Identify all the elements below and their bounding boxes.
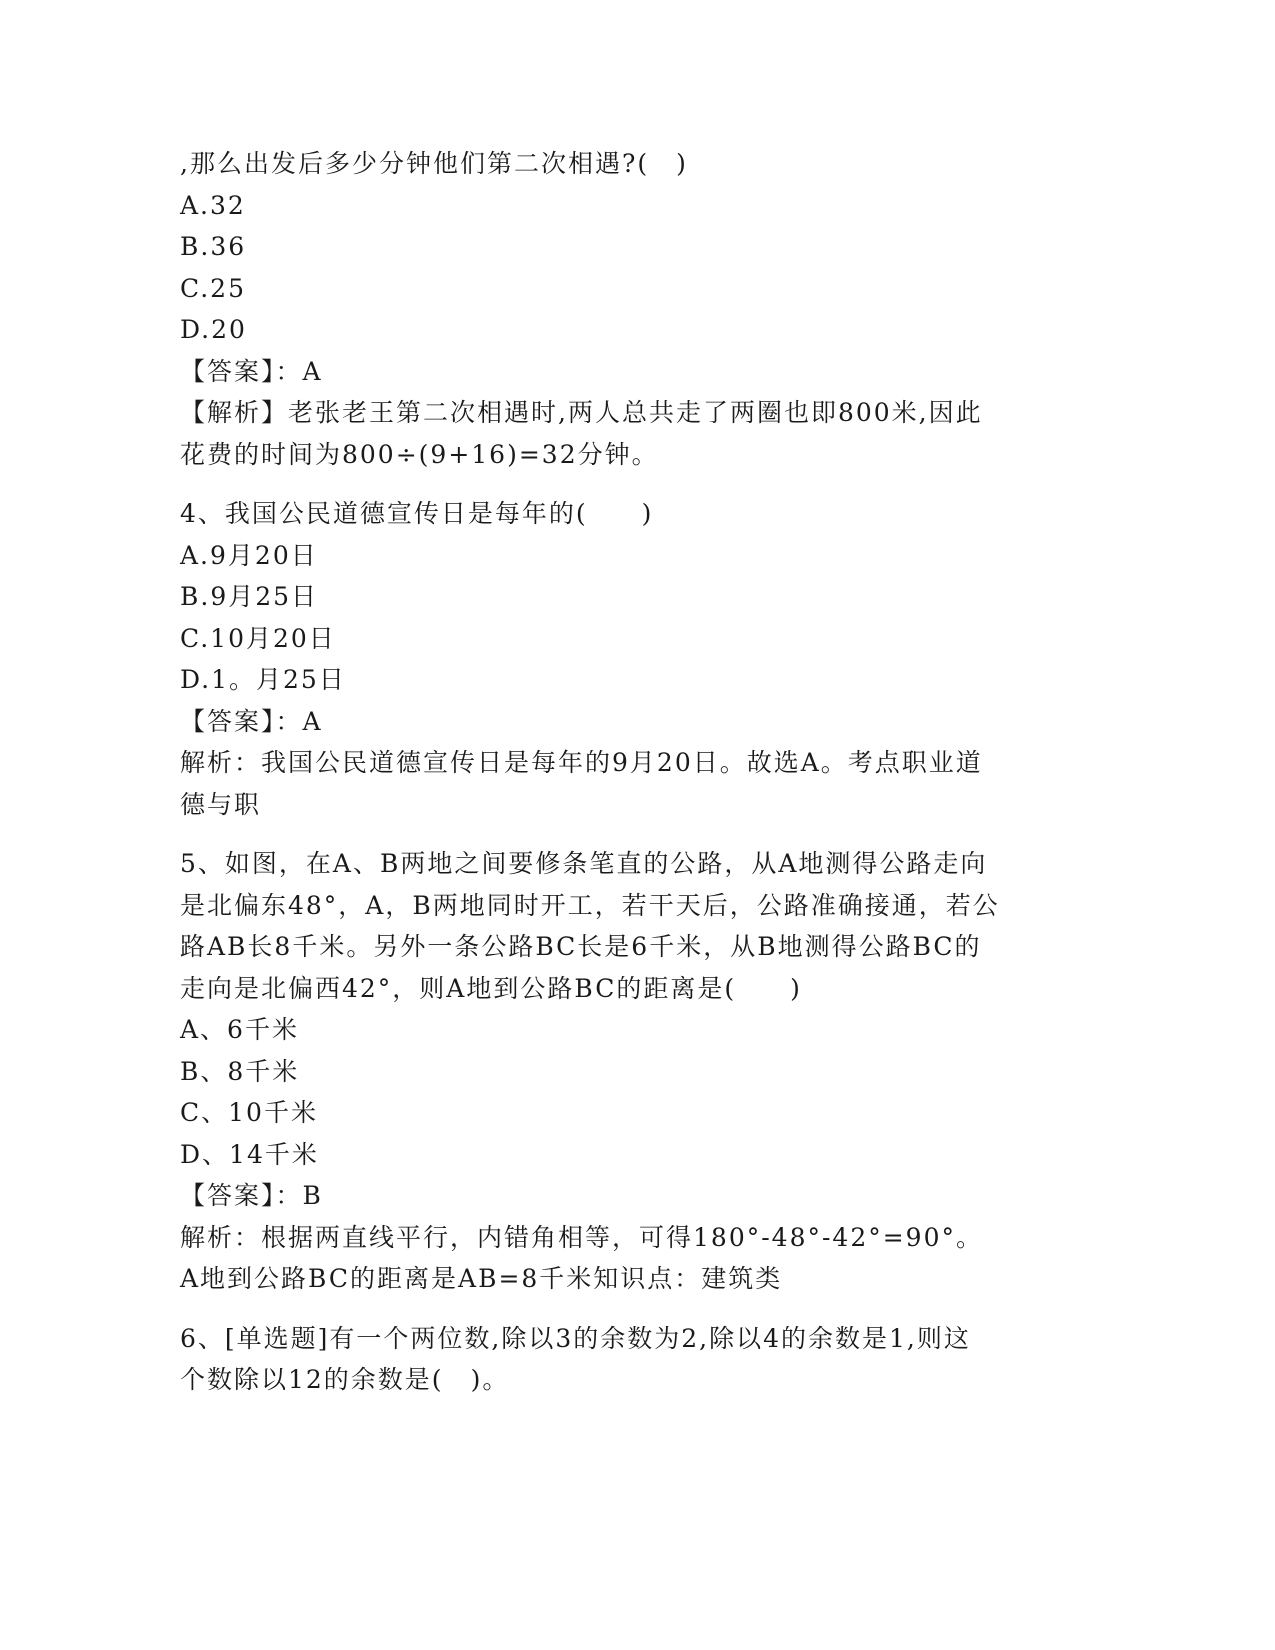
option-d: D.20 <box>180 315 247 344</box>
option-d: D、14千米 <box>180 1139 319 1169</box>
question-stem: 路AB长8千米。另外一条公路BC长是6千米，从B地测得公路BC的 <box>180 932 982 961</box>
analysis-line: 花费的时间为800÷(9+16)=32分钟。 <box>180 439 659 469</box>
analysis-line: A地到公路BC的距离是AB=8千米知识点：建筑类 <box>180 1264 783 1293</box>
option-c: C.10月20日 <box>180 623 336 653</box>
question-stem: 是北偏东48°，A，B两地同时开工，若干天后，公路准确接通，若公 <box>180 890 1000 920</box>
option-d: D.1。月25日 <box>180 665 346 694</box>
question-stem: ,那么出发后多少分钟他们第二次相遇?( ) <box>180 149 688 178</box>
question-stem: 4、我国公民道德宣传日是每年的( ) <box>180 499 654 528</box>
question-stem: 个数除以12的余数是( )。 <box>180 1365 510 1394</box>
option-b: B、8千米 <box>180 1056 300 1086</box>
question-stem: 6、[单选题]有一个两位数,除以3的余数为2,除以4的余数是1,则这 <box>180 1323 971 1353</box>
question-spacer <box>180 475 1040 493</box>
option-c: C、10千米 <box>180 1098 318 1127</box>
question-spacer <box>180 825 1040 843</box>
document-page <box>180 143 1040 1401</box>
option-c: C.25 <box>180 273 246 303</box>
answer-line: 【答案】：A <box>180 356 323 386</box>
option-b: B.9月25日 <box>180 582 319 611</box>
question-6 <box>180 1318 1040 1401</box>
question-4 <box>180 493 1040 825</box>
question-spacer <box>180 1300 1040 1318</box>
analysis-line: 德与职 <box>180 789 262 819</box>
question-stem: 5、如图，在A、B两地之间要修条笔直的公路，从A地测得公路走向 <box>180 849 988 878</box>
option-a: A.32 <box>180 190 246 220</box>
question-stem: 走向是北偏西42°，则A地到公路BC的距离是( ) <box>180 973 802 1003</box>
option-b: B.36 <box>180 232 247 261</box>
analysis-line: 解析：根据两直线平行，内错角相等，可得180°-48°-42°=90°。 <box>180 1222 983 1252</box>
question-5 <box>180 843 1040 1300</box>
question-3 <box>180 143 1040 475</box>
analysis-line: 【解析】老张老王第二次相遇时,两人总共走了两圈也即800米,因此 <box>180 398 983 427</box>
answer-line: 【答案】：B <box>180 1181 323 1210</box>
option-a: A、6千米 <box>180 1015 299 1044</box>
option-a: A.9月20日 <box>180 540 318 570</box>
answer-line: 【答案】：A <box>180 706 323 736</box>
analysis-line: 解析：我国公民道德宣传日是每年的9月20日。故选A。考点职业道 <box>180 748 983 777</box>
